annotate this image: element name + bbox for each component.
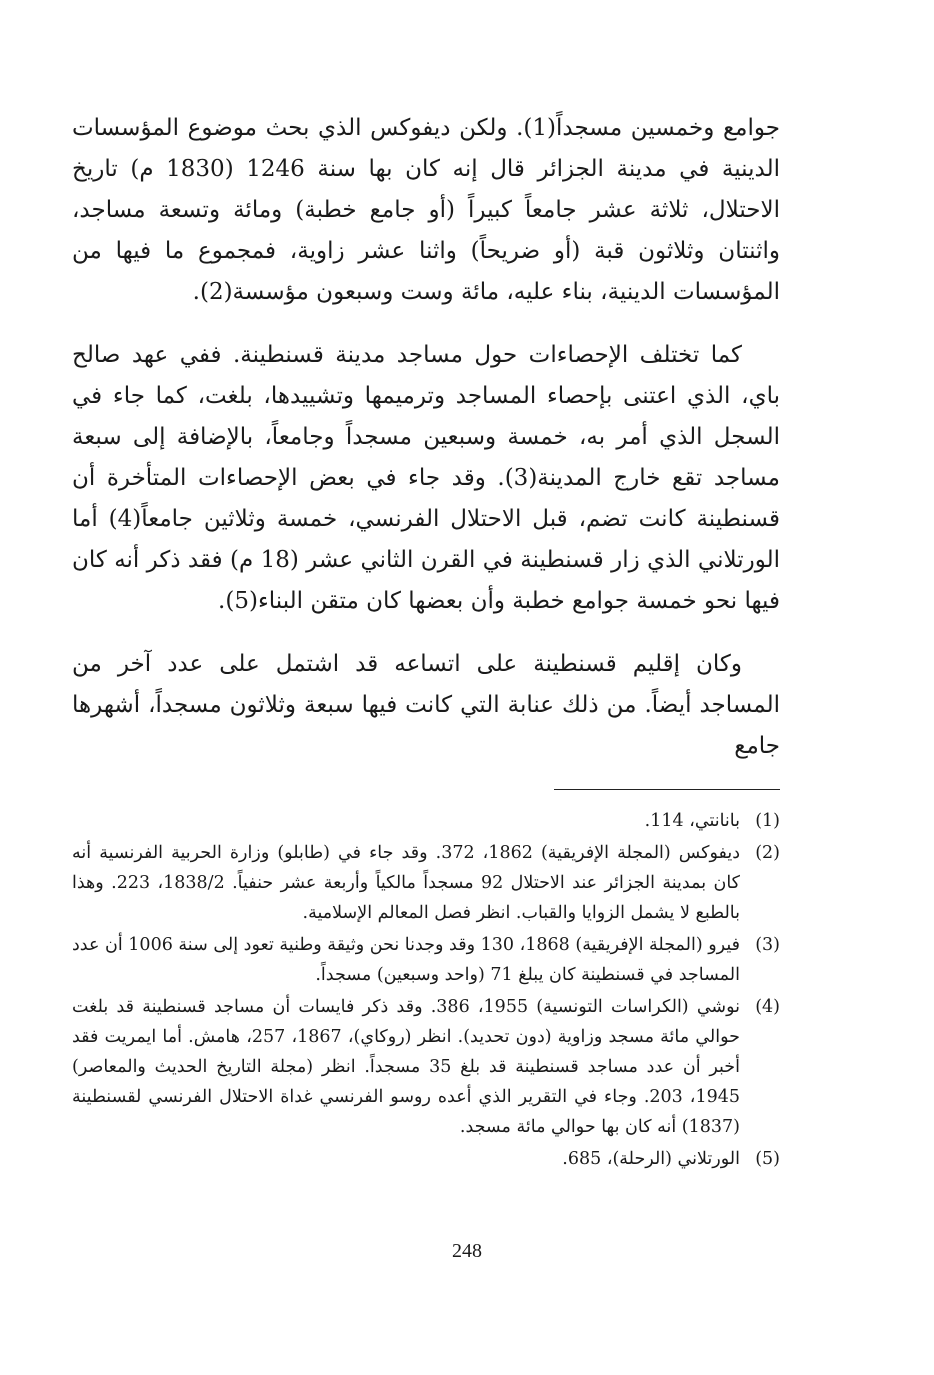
page-number: 248 — [452, 1240, 482, 1262]
footnote-text: ديفوكس (المجلة الإفريقية) 1862، 372. وقد جاء في (طابلو) وزارة الحربية الفرنسية أنه كان بمدينة الجزائر عند الاحتلال 92 مسجداً مالكياً وأربعة عشر حنفياً. 1838/2، 223. وهذا بالطبع لا يشمل الزوايا والقباب. انظر فصل المعالم الإسلامية. — [72, 843, 741, 923]
footnote-number: (2) — [755, 843, 780, 863]
footnote-text: فيرو (المجلة الإفريقية) 1868، 130 وقد وجدنا نحن وثيقة وطنية تعود إلى سنة 1006 أن عدد المساجد في قسنطينة كان يبلغ 71 (واحد وسبعين) مسجداً. — [72, 935, 740, 985]
footnote-text: الورتلاني (الرحلة)، 685. — [562, 1149, 740, 1169]
footnotes-section — [72, 806, 780, 1174]
body-paragraph-1: جوامع وخمسين مسجداً(1). ولكن ديفوكس الذي بحث موضوع المؤسسات الدينية في مدينة الجزائر قال إنه كان بها سنة 1246 (1830 م) تاريخ الاحتلال، ثلاثة عشر جامعاً كبيراً (أو جامع خطبة) ومائة وتسعة مساجد، واثنتان وثلاثون قبة (أو ضريحاً) واثنا عشر زاوية، فمجموع ما فيها من المؤسسات الدينية، بناء عليه، مائة وست وسبعون مؤسسة(2). — [72, 115, 780, 305]
footnote-separator — [554, 789, 780, 790]
body-paragraph-3: وكان إقليم قسنطينة على اتساعه قد اشتمل على عدد آخر من المساجد أيضاً. من ذلك عنابة التي كانت فيها سبعة وثلاثون مسجداً، أشهرها جامع — [72, 651, 780, 759]
footnote-number: (3) — [755, 935, 780, 955]
body-paragraph-2: كما تختلف الإحصاءات حول مساجد مدينة قسنطينة. ففي عهد صالح باي، الذي اعتنى بإحصاء المساجد وترميمها وتشييدها، بلغت، كما جاء في السجل الذي أمر به، خمسة وسبعين مسجداً وجامعاً، بالإضافة إلى سبعة مساجد تقع خارج المدينة(3). وقد جاء في بعض الإحصاءات المتأخرة أن قسنطينة كانت تضم، قبل الاحتلال الفرنسي، خمسة وثلاثين جامعاً(4) أما الورتلاني الذي زار قسنطينة في القرن الثاني عشر (18 م) فقد ذكر أنه كان فيها نحو خمسة جوامع خطبة وأن بعضها كان متقن البناء(5). — [72, 342, 780, 614]
footnote-number: (5) — [755, 1149, 780, 1169]
page-content — [72, 108, 780, 1176]
footnote-number: (4) — [755, 997, 780, 1017]
footnote-2 — [72, 838, 780, 928]
footnote-5 — [72, 1144, 780, 1174]
footnote-4 — [72, 992, 780, 1142]
footnote-text: نوشي (الكراسات التونسية) 1955، 386. وقد ذكر فايسات أن مساجد قسنطينة قد بلغت حوالي مائة مسجد وزاوية (دون تحديد). انظر (روكاي)، 1867، 257، هامش. أما ايمريت فقد أخبر أن عدد مساجد قسنطينة قد بلغ 35 مسجداً. انظر (مجلة التاريخ الحديث والمعاصر) 1945، 203. وجاء في التقرير الذي أعده روسو الفرنسي غداة الاحتلال الفرنسي لقسنطينة (1837) أنه كان بها حوالي مائة مسجد. — [72, 997, 740, 1137]
footnote-3 — [72, 930, 780, 990]
footnote-1 — [72, 806, 780, 836]
footnote-number: (1) — [755, 811, 780, 831]
footnote-text: بانانتي، 114. — [644, 811, 740, 831]
